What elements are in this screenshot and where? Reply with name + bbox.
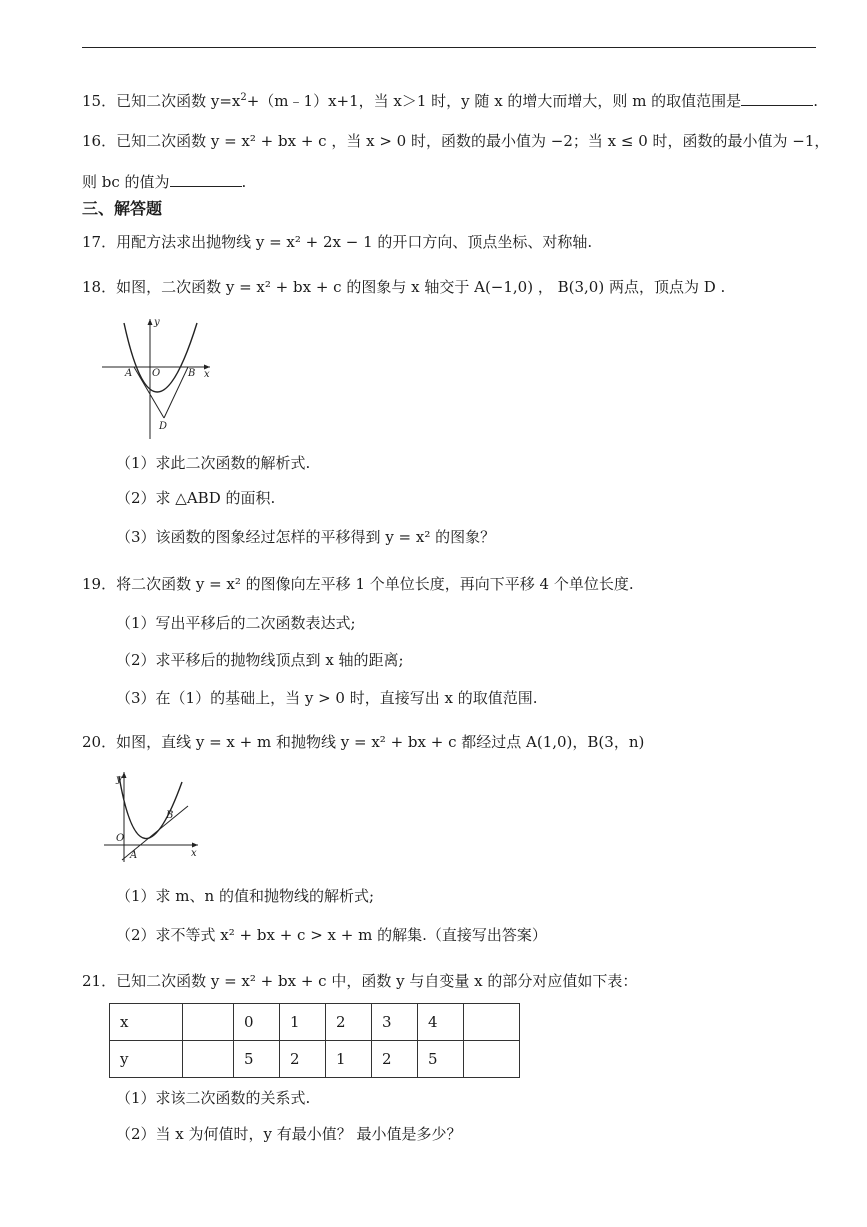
q15-period: . (813, 92, 818, 110)
table-cell: 1 (280, 1004, 326, 1041)
q21-part-1: （1）求该二次函数的关系式. (116, 1089, 311, 1107)
q18-y-arrow (148, 319, 153, 325)
q20-part-2: （2）求不等式 x² + bx + c > x + m 的解集.（直接写出答案） (116, 926, 547, 944)
table-cell (183, 1041, 234, 1078)
table-cell: 5 (418, 1041, 464, 1078)
question-16-line2 (82, 170, 246, 193)
table-cell: 3 (372, 1004, 418, 1041)
q18-label-a: A (125, 368, 133, 379)
q20-label-y: y (116, 774, 122, 785)
q21-value-table (109, 1003, 520, 1078)
table-cell (464, 1041, 520, 1078)
q20-label-b: B (166, 810, 174, 821)
q20-label-x: x (191, 848, 197, 859)
q16-period: . (241, 173, 247, 191)
question-16-line1: 16．已知二次函数 y = x² + bx + c ，当 x > 0 时，函数的最小值为 −2；当 x ≤ 0 时，函数的最小值为 −1， (82, 132, 830, 150)
q18-label-b: B (188, 368, 196, 379)
q18-part-2: （2）求 △ABD 的面积. (116, 489, 276, 507)
q19-part-2: （2）求平移后的抛物线顶点到 x 轴的距离; (116, 651, 404, 669)
table-cell: 0 (234, 1004, 280, 1041)
q20-label-a: A (130, 850, 138, 861)
q20-parabola (119, 776, 182, 839)
table-row (110, 1004, 520, 1041)
section-heading: 三、解答题 (82, 199, 163, 218)
q15-text-end: +（m﹣1）x+1，当 x＞1 时，y 随 x 的增大而增大，则 m 的取值范围是 (246, 92, 742, 110)
question-21: 21．已知二次函数 y = x² + bx + c 中，函数 y 与自变量 x 的部分对应值如下表： (82, 972, 638, 990)
table-cell: 4 (418, 1004, 464, 1041)
q15-text-start: 15．已知二次函数 y=x (82, 92, 241, 110)
q21-part-2: （2）当 x 为何值时，y 有最小值？ 最小值是多少？ (116, 1125, 462, 1143)
table-row (110, 1041, 520, 1078)
q20-figure (100, 768, 204, 866)
q18-label-d: D (159, 421, 168, 432)
q18-part-1: （1）求此二次函数的解析式. (116, 454, 311, 472)
table-cell: 2 (326, 1004, 372, 1041)
q20-y-arrow (122, 772, 127, 778)
q19-part-3: （3）在（1）的基础上，当 y > 0 时，直接写出 x 的取值范围. (116, 689, 538, 707)
table-cell: x (110, 1004, 183, 1041)
table-cell: y (110, 1041, 183, 1078)
q19-part-1: （1）写出平移后的二次函数表达式; (116, 614, 356, 632)
q18-label-o: O (152, 368, 161, 379)
question-15 (82, 89, 818, 112)
question-19: 19．将二次函数 y = x² 的图像向左平移 1 个单位长度，再向下平移 4 个单位长度. (82, 575, 634, 593)
q16-text: 则 bc 的值为 (82, 173, 170, 191)
question-18: 18．如图，二次函数 y = x² + bx + c 的图象与 x 轴交于 A(−1,0) ， B(3,0) 两点，顶点为 D . (82, 278, 726, 296)
header-rule (82, 47, 816, 48)
q18-label-y: y (154, 317, 160, 328)
q16-answer-blank[interactable] (170, 170, 242, 187)
table-cell: 2 (372, 1041, 418, 1078)
q18-parabola (124, 323, 197, 392)
q18-label-x: x (204, 369, 210, 380)
table-cell: 5 (234, 1041, 280, 1078)
table-cell (464, 1004, 520, 1041)
q15-exponent: 2 (240, 92, 247, 103)
q18-part-3: （3）该函数的图象经过怎样的平移得到 y = x² 的图象？ (116, 528, 496, 546)
q20-x-arrow (192, 843, 198, 848)
table-cell: 2 (280, 1041, 326, 1078)
q18-parabola-figure (98, 315, 216, 443)
q20-label-o: O (116, 833, 125, 844)
q20-part-1: （1）求 m、n 的值和抛物线的解析式; (116, 887, 375, 905)
table-cell: 1 (326, 1041, 372, 1078)
question-20: 20．如图，直线 y = x + m 和抛物线 y = x² + bx + c 都经过点 A(1,0)，B(3，n) (82, 733, 645, 751)
question-17: 17．用配方法求出抛物线 y = x² + 2x − 1 的开口方向、顶点坐标、对称轴. (82, 233, 593, 251)
table-cell (183, 1004, 234, 1041)
q15-answer-blank[interactable] (741, 89, 813, 106)
